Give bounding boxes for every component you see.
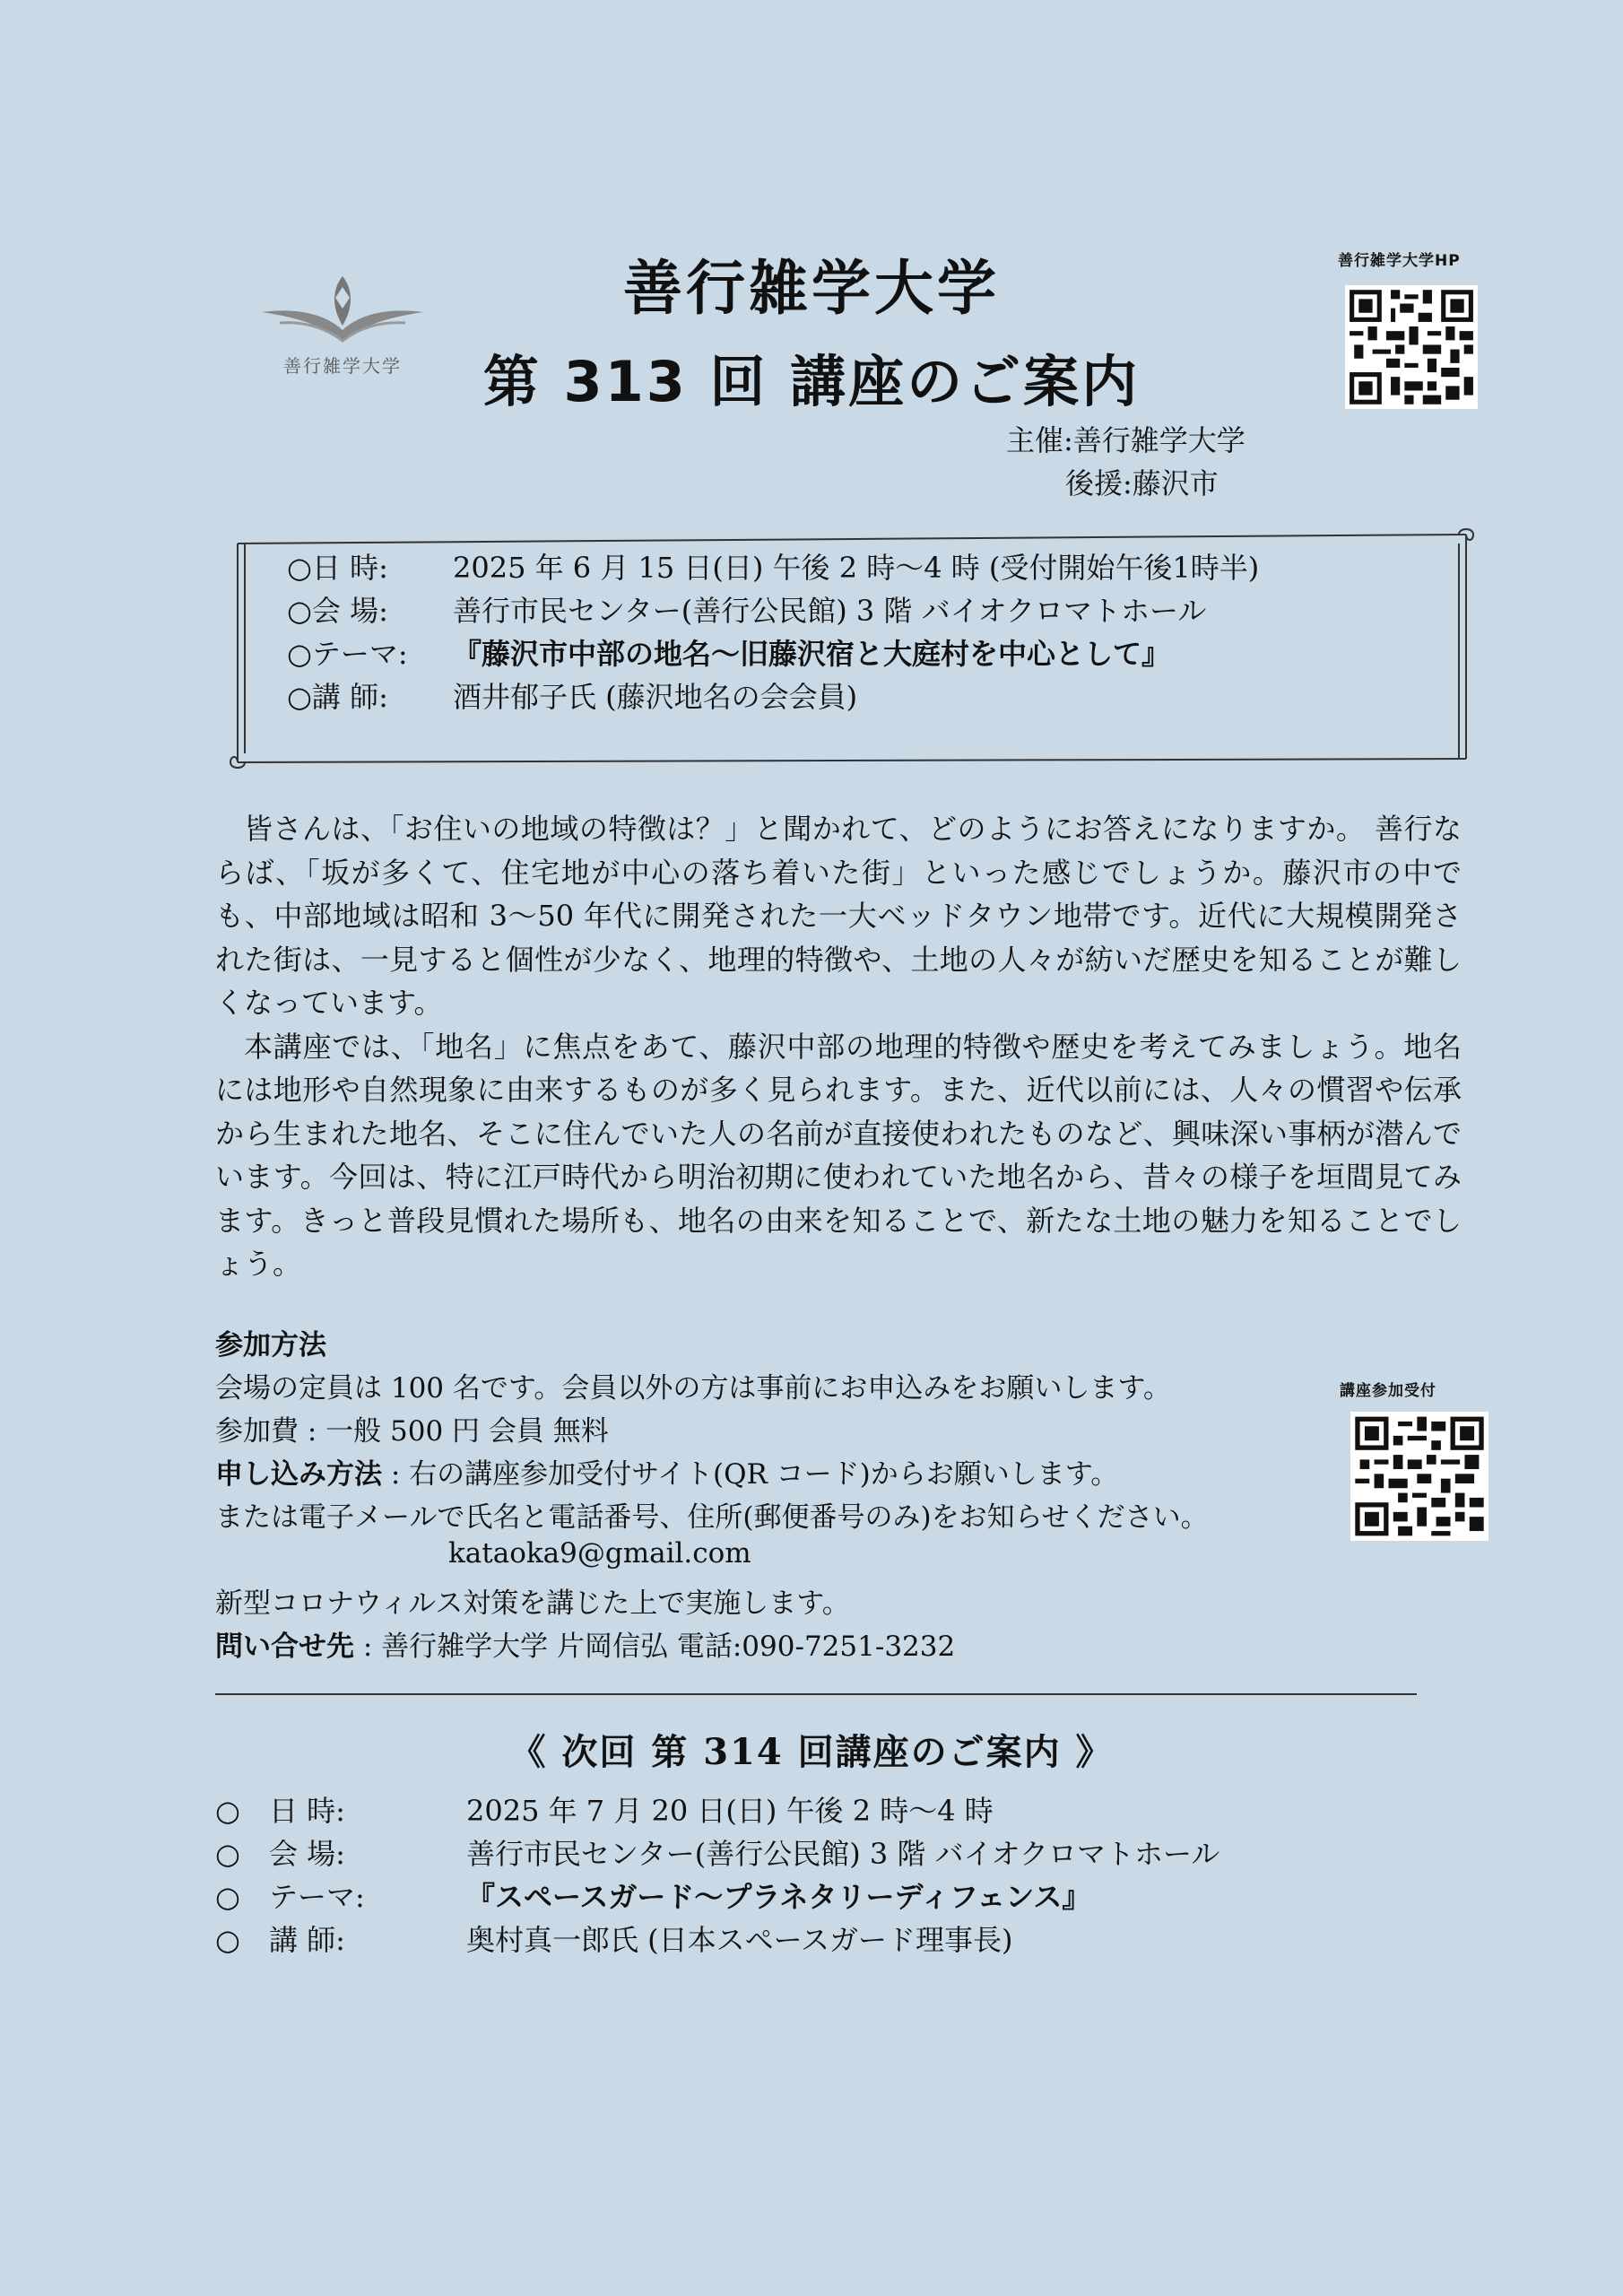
- next-value: 善行市民センター(善行公民館) 3 階 バイオクロマトホール: [466, 1837, 1220, 1871]
- sponsor-text: 主催:善行雑学大学: [1006, 423, 1245, 457]
- next-label: テーマ:: [269, 1880, 365, 1914]
- info-label: ○日 時:: [287, 551, 388, 585]
- page-subtitle: 第 313 回 講座のご案内: [482, 349, 1141, 414]
- support-text: 後援:藤沢市: [1065, 466, 1219, 500]
- info-value: 善行市民センター(善行公民館) 3 階 バイオクロマトホール: [453, 594, 1207, 628]
- info-value: 2025 年 6 月 15 日(日) 午後 2 時～4 時 (受付開始午後1時半): [453, 551, 1260, 585]
- apply-method: [215, 1451, 1118, 1492]
- bullet-circle-icon: ○: [215, 1794, 240, 1828]
- apply-text: : 右の講座参加受付サイト(QR コード)からお願いします。: [382, 1458, 1119, 1491]
- apply-label: 申し込み方法: [215, 1458, 382, 1491]
- bullet-circle-icon: ○: [215, 1880, 240, 1914]
- info-label: ○講 師:: [287, 680, 388, 714]
- next-lecture-title: 《 次回 第 314 回講座のご案内 》: [509, 1731, 1114, 1773]
- body-paragraph-2: 本講座では、「地名」に焦点をあて、藤沢中部の地理的特徴や歴史を考えてみましょう。地名には地形や自然現象に由来するものが多く見られます。また、近代以前には、人々の慣習や伝承から生まれた地名、そこに住んでいた人の名前が直接使われたものなど、興味深い事柄が潜んでいます。今回は、特に江戸時代から明治初期に使われていた地名から、昔々の様子を垣間見てみます。きっと普段見慣れた場所も、地名の由来を知ることで、新たな土地の魅力を知ることでしょう。: [215, 1029, 1462, 1281]
- registration-qr-label: 講座参加受付: [1340, 1382, 1436, 1400]
- next-label: 会 場:: [269, 1837, 345, 1871]
- info-value: 『藤沢市中部の地名～旧藤沢宿と大庭村を中心として』: [453, 637, 1171, 671]
- next-row-venue: [215, 1831, 1219, 1873]
- contact-label: 問い合せ先: [215, 1631, 354, 1663]
- info-row-theme: [287, 631, 1170, 673]
- registration-qr-code-icon[interactable]: [1350, 1412, 1488, 1541]
- section-divider: [215, 1693, 1417, 1695]
- next-row-datetime: [215, 1788, 994, 1830]
- next-value: 『スペースガード～プラネタリーディフェンス』: [466, 1880, 1091, 1914]
- next-value: 2025 年 7 月 20 日(日) 午後 2 時～4 時: [466, 1794, 994, 1828]
- body-text: [215, 807, 1462, 1286]
- next-label: 日 時:: [269, 1794, 345, 1828]
- bullet-circle-icon: ○: [215, 1923, 240, 1957]
- info-label: ○会 場:: [287, 594, 388, 628]
- page-title: 善行雑学大学: [623, 254, 1000, 323]
- email-note: または電子メールで氏名と電話番号、住所(郵便番号のみ)をお知らせください。: [215, 1501, 1209, 1534]
- info-value: 酒井郁子氏 (藤沢地名の会会員): [453, 680, 858, 714]
- info-row-datetime: [287, 545, 1259, 587]
- covid-note: 新型コロナウィルス対策を講じた上で実施します。: [215, 1587, 850, 1620]
- body-paragraph-1: 皆さんは、「お住いの地域の特徴は？」と聞かれて、どのようにお答えになりますか。 善行ならば、「坂が多くて、住宅地が中心の落ち着いた街」といった感じでしょうか。藤沢市の中でも、中部地域は昭和 3～50 年代に開発された一大ベッドタウン地帯です。近代に大規模開発された街は、一見すると個性が少なく、地理的特徴や、土地の人々が紡いだ歴史を知ることが難しくなっています。: [215, 812, 1462, 1020]
- next-label: 講 師:: [269, 1923, 345, 1957]
- hp-qr-code-icon[interactable]: [1345, 285, 1478, 409]
- next-value: 奥村真一郎氏 (日本スペースガード理事長): [466, 1923, 1013, 1957]
- fee-text: 参加費 : 一般 500 円 会員 無料: [215, 1415, 609, 1448]
- bullet-circle-icon: ○: [215, 1837, 240, 1871]
- info-row-venue: [287, 588, 1206, 630]
- contact: [215, 1623, 955, 1664]
- info-label: ○テーマ:: [287, 637, 408, 671]
- hp-qr-label: 善行雑学大学HP: [1338, 252, 1461, 270]
- info-row-lecturer: [287, 674, 857, 716]
- capacity-text: 会場の定員は 100 名です。会員以外の方は事前にお申込みをお願いします。: [215, 1372, 1171, 1405]
- logo-text: 善行雑学大学: [283, 355, 402, 377]
- next-row-theme: [215, 1874, 1090, 1916]
- next-row-lecturer: [215, 1918, 1013, 1959]
- participation-heading: 参加方法: [215, 1329, 326, 1361]
- email-link[interactable]: kataoka9@gmail.com: [448, 1537, 751, 1570]
- contact-text: : 善行雑学大学 片岡信弘 電話:090-7251-3232: [354, 1631, 956, 1663]
